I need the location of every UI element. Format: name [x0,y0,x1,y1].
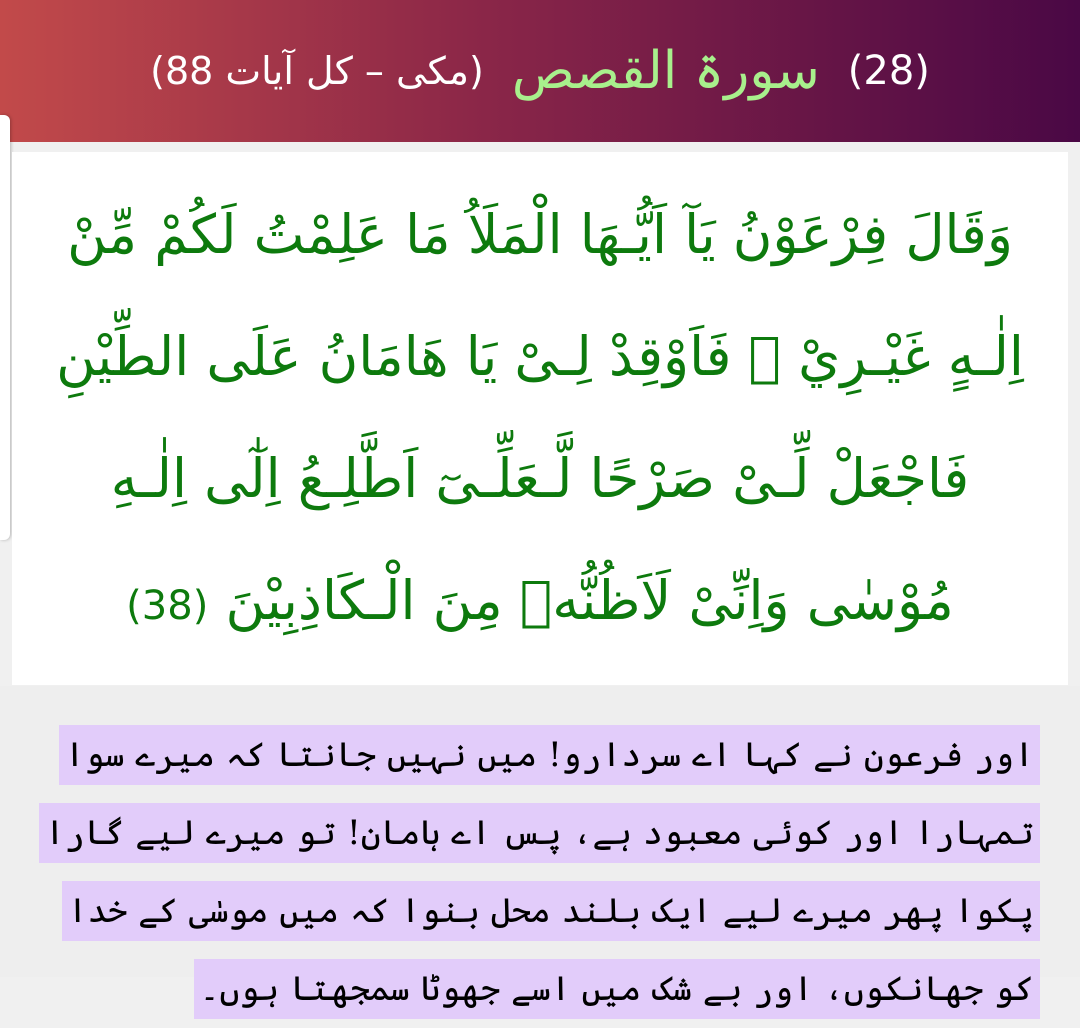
ayah-text: وَقَالَ فِرْعَوْنُ يَآ اَيُّـهَا الْمَلَاُ مَا عَلِمْتُ لَكُمْ مِّنْ اِلٰـهٍ غَيْـرِيْ ۚ فَاَوْقِدْ لِـىْ يَا هَامَانُ عَلَى الطِّيْنِ فَاجْعَلْ لِّـىْ صَرْحًا لَّـعَلِّـىٓ اَطَّلِـعُ اِلٰٓى اِلٰـهِ مُوْسٰى وَاِنِّىْ لَاَظُنُّهٝ مِنَ الْـكَاذِبِيْنَ [56,203,1024,632]
translation-text: اور فرعون نے کہا اے سردارو! میں نہیں جانتا کہ میرے سوا تمہارا اور کوئی معبود ہے، پس اے ہامان! تو میرے لیے گارا پکوا پھر میرے لیے ایک بلند محل بنوا کہ میں موسٰی کے خدا کو جھانکوں، اور بے شک میں اسے جھوٹا سمجھتا ہوں۔ [39,725,1040,1019]
surah-meta: (مکی – کل آیات 88) [150,49,484,93]
surah-header [0,0,1080,142]
surah-number: (28) [847,48,930,94]
side-drawer-handle[interactable] [0,115,10,540]
ayah-panel [12,152,1068,685]
ayah-number: (38) [126,583,209,629]
ayah-arabic-text [12,152,1068,667]
surah-name: سورۃ القصص [511,41,820,101]
urdu-translation [40,716,1040,1028]
translation-panel [0,686,1080,1009]
